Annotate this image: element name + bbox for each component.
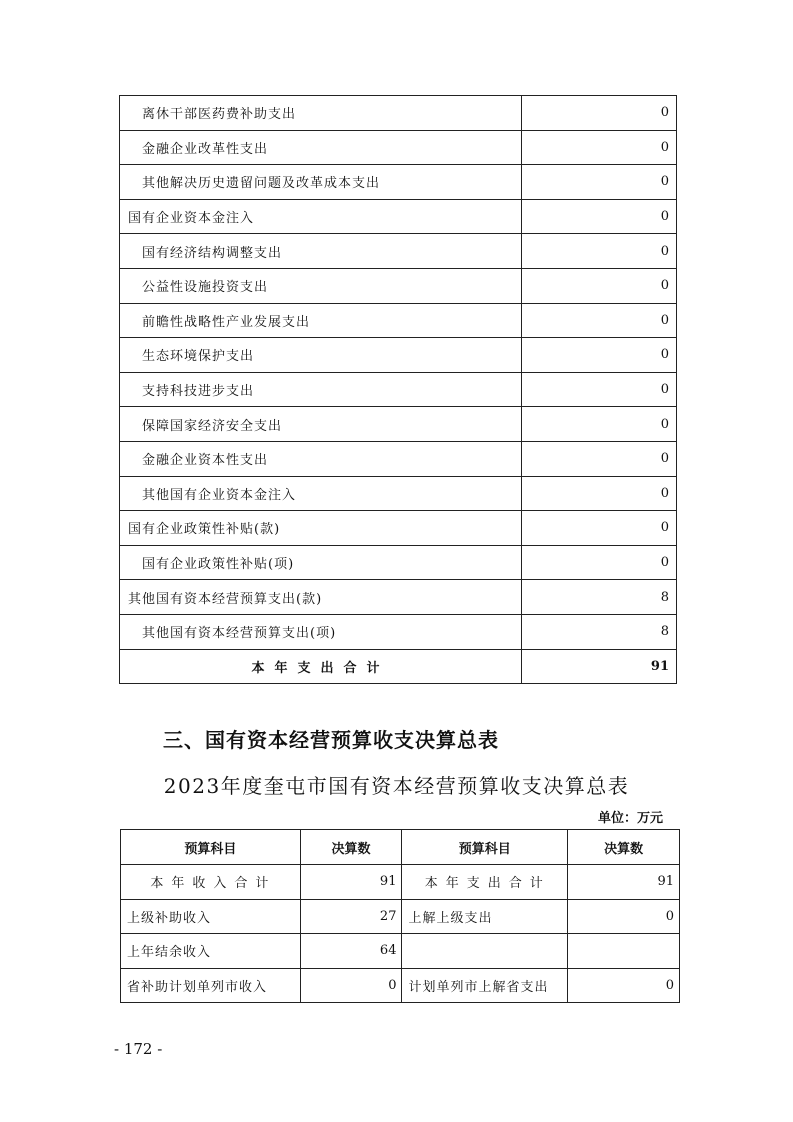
row-name: 保障国家经济安全支出 <box>120 407 522 442</box>
table-row <box>120 165 677 200</box>
summary-table <box>120 829 680 1003</box>
row-value: 0 <box>522 165 677 200</box>
row-value: 0 <box>522 268 677 303</box>
expense-item <box>402 934 568 969</box>
income-value: 91 <box>300 865 402 900</box>
row-name: 国有企业资本金注入 <box>120 199 522 234</box>
row-name: 金融企业改革性支出 <box>120 130 522 165</box>
column-header: 决算数 <box>568 830 680 865</box>
expense-item: 本年支出合计 <box>402 865 568 900</box>
income-item: 上年结余收入 <box>121 934 301 969</box>
expenditure-table <box>119 95 677 684</box>
row-value: 0 <box>522 545 677 580</box>
table-row <box>120 199 677 234</box>
row-value: 0 <box>522 303 677 338</box>
expense-value <box>568 934 680 969</box>
row-value: 0 <box>522 372 677 407</box>
income-value: 27 <box>300 899 402 934</box>
table-row <box>120 441 677 476</box>
row-name: 国有企业政策性补贴(项) <box>120 545 522 580</box>
row-name: 其他国有资本经营预算支出(项) <box>120 614 522 649</box>
row-name: 生态环境保护支出 <box>120 338 522 373</box>
table-row <box>120 511 677 546</box>
expense-value: 0 <box>568 899 680 934</box>
table-row <box>120 614 677 649</box>
row-value: 0 <box>522 234 677 269</box>
expense-value: 91 <box>568 865 680 900</box>
table-row <box>120 372 677 407</box>
column-header: 预算科目 <box>402 830 568 865</box>
row-name: 国有企业政策性补贴(款) <box>120 511 522 546</box>
table-row <box>120 234 677 269</box>
row-name: 其他解决历史遗留问题及改革成本支出 <box>120 165 522 200</box>
table-title: 2023年度奎屯市国有资本经营预算收支决算总表 <box>163 774 630 798</box>
expense-item: 上解上级支出 <box>402 899 568 934</box>
table-row <box>120 130 677 165</box>
table-row <box>120 545 677 580</box>
table-row <box>120 303 677 338</box>
table-row <box>120 96 677 131</box>
unit-label: 单位：万元 <box>598 811 664 826</box>
row-name: 公益性设施投资支出 <box>120 268 522 303</box>
table-row <box>120 580 677 615</box>
column-header: 预算科目 <box>121 830 301 865</box>
row-name: 国有经济结构调整支出 <box>120 234 522 269</box>
row-name: 支持科技进步支出 <box>120 372 522 407</box>
row-value: 8 <box>522 580 677 615</box>
row-name: 前瞻性战略性产业发展支出 <box>120 303 522 338</box>
row-value: 0 <box>522 130 677 165</box>
total-row <box>120 649 677 684</box>
table-row <box>120 268 677 303</box>
income-item: 省补助计划单列市收入 <box>121 968 301 1003</box>
table-row <box>120 338 677 373</box>
table-row <box>120 476 677 511</box>
row-name: 其他国有企业资本金注入 <box>120 476 522 511</box>
row-value: 0 <box>522 407 677 442</box>
table-row <box>121 934 680 969</box>
income-value: 0 <box>300 968 402 1003</box>
row-value: 8 <box>522 614 677 649</box>
income-value: 64 <box>300 934 402 969</box>
expense-item: 计划单列市上解省支出 <box>402 968 568 1003</box>
total-value: 91 <box>522 649 677 684</box>
table-row <box>120 407 677 442</box>
table-row <box>121 865 680 900</box>
section-heading: 三、国有资本经营预算收支决算总表 <box>163 728 499 752</box>
row-value: 0 <box>522 476 677 511</box>
row-name: 金融企业资本性支出 <box>120 441 522 476</box>
total-label: 本年支出合计 <box>120 649 522 684</box>
header-row <box>121 830 680 865</box>
income-item: 上级补助收入 <box>121 899 301 934</box>
row-value: 0 <box>522 511 677 546</box>
page-number: - 172 - <box>114 1040 163 1058</box>
income-item: 本年收入合计 <box>121 865 301 900</box>
expense-value: 0 <box>568 968 680 1003</box>
row-value: 0 <box>522 441 677 476</box>
row-name: 离休干部医药费补助支出 <box>120 96 522 131</box>
table-row <box>121 968 680 1003</box>
row-value: 0 <box>522 96 677 131</box>
column-header: 决算数 <box>300 830 402 865</box>
row-name: 其他国有资本经营预算支出(款) <box>120 580 522 615</box>
row-value: 0 <box>522 199 677 234</box>
table-row <box>121 899 680 934</box>
row-value: 0 <box>522 338 677 373</box>
